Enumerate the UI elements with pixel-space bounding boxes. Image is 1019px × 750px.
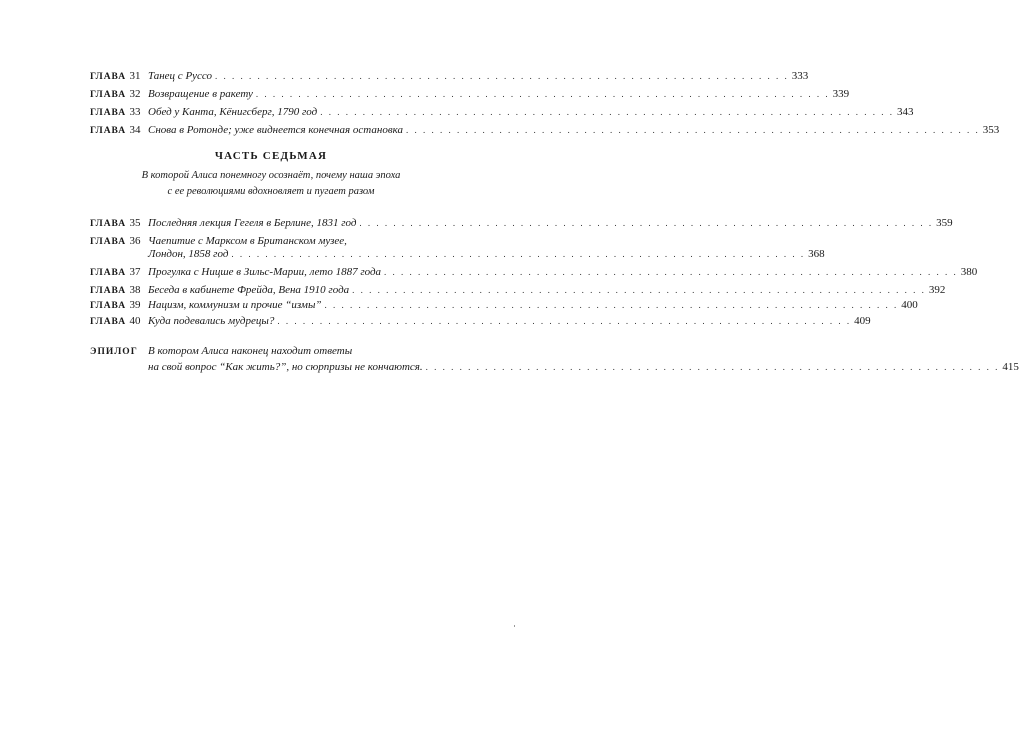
chapter-label: ГЛАВА 34: [90, 124, 141, 136]
dot-leader: . . . . . . . . . . . . . . . . . . . . . . . . . . . . . . . . . . . . . . . . . . . . . . . . . . . . . . . . . . . . . . . . . . . .: [384, 267, 958, 277]
chapter-label: ГЛАВА 36: [90, 235, 141, 247]
chapter-title: Возвращение в ракету: [148, 88, 253, 100]
chapter-label: ГЛАВА 39: [90, 299, 141, 311]
part-subtitle-line-2: с ее революциями вдохновляет и пугает разом: [167, 186, 375, 197]
chapter-label: ГЛАВА 38: [90, 284, 141, 296]
toc-entry-39: [90, 297, 918, 313]
part-title: ЧАСТЬ СЕДЬМАЯ: [214, 150, 328, 162]
toc-entry-35: [90, 215, 953, 231]
chapter-title: Последняя лекция Гегеля в Берлине, 1831 год: [148, 217, 357, 229]
page-number: 415: [1002, 361, 1019, 373]
toc-epilogue-continued: [90, 359, 1019, 375]
part-subtitle-line-1: В которой Алиса понемногу осознаёт, почему наша эпоха: [141, 170, 401, 181]
page-number: 400: [901, 299, 918, 311]
dot-leader: . . . . . . . . . . . . . . . . . . . . . . . . . . . . . . . . . . . . . . . . . . . . . . . . . . . . . . . . . . . . . . . . . . . .: [320, 107, 894, 117]
chapter-label: ГЛАВА 33: [90, 106, 141, 118]
page-number: 409: [854, 315, 871, 327]
chapter-label: ГЛАВА 37: [90, 266, 141, 278]
chapter-title: Беседа в кабинете Фрейда, Вена 1910 года: [148, 284, 350, 296]
dot-leader: . . . . . . . . . . . . . . . . . . . . . . . . . . . . . . . . . . . . . . . . . . . . . . . . . . . . . . . . . . . . . . . . . . . .: [231, 249, 806, 259]
page-number: 333: [791, 70, 809, 82]
epilogue-title: В котором Алиса наконец находит ответы: [148, 345, 353, 357]
dot-leader: . . . . . . . . . . . . . . . . . . . . . . . . . . . . . . . . . . . . . . . . . . . . . . . . . . . . . . . . . . . . . . . . . . . .: [352, 285, 926, 295]
toc-entry-31: [90, 68, 809, 84]
chapter-title: Обед у Канта, Кёнигсберг, 1790 год: [148, 106, 318, 118]
toc-epilogue: [90, 343, 452, 359]
dot-leader: . . . . . . . . . . . . . . . . . . . . . . . . . . . . . . . . . . . . . . . . . . . . . . . . . . . . . . . . . . . . . . . . . . . .: [405, 125, 980, 135]
page-number: 343: [896, 106, 914, 118]
toc-entry-38: [90, 282, 946, 298]
chapter-title: Танец с Руссо: [148, 70, 213, 82]
chapter-label: ГЛАВА 32: [90, 88, 141, 100]
chapter-title: Чаепитие с Марксом в Британском музее,: [148, 235, 347, 247]
chapter-title: Нацизм, коммунизм и прочие “измы”: [148, 299, 322, 311]
chapter-title-line-2: Лондон, 1858 год: [148, 248, 229, 260]
dot-leader: . . . . . . . . . . . . . . . . . . . . . . . . . . . . . . . . . . . . . . . . . . . . . . . . . . . . . . . . . . . . . . . . . . . .: [277, 316, 852, 326]
dot-leader: . . . . . . . . . . . . . . . . . . . . . . . . . . . . . . . . . . . . . . . . . . . . . . . . . . . . . . . . . . . . . . . . . . . .: [255, 89, 830, 99]
epilogue-title-line-2: на свой вопрос “Как жить?”, но сюрпризы не кончаются.: [148, 361, 423, 373]
dot-leader: . . . . . . . . . . . . . . . . . . . . . . . . . . . . . . . . . . . . . . . . . . . . . . . . . . . . . . . . . . . . . . . . . . . .: [425, 362, 1000, 372]
chapter-title: Снова в Ротонде; уже виднеется конечная остановка: [148, 124, 403, 136]
toc-entry-34: [90, 122, 1000, 138]
page-number: 380: [960, 266, 978, 278]
toc-entry-37: [90, 264, 978, 280]
chapter-label: ГЛАВА 31: [90, 70, 141, 82]
page-number: 359: [936, 217, 953, 229]
chapter-label: ГЛАВА 35: [90, 217, 141, 229]
page-number: 392: [928, 284, 946, 296]
chapter-label: ГЛАВА 40: [90, 315, 141, 327]
dot-leader: . . . . . . . . . . . . . . . . . . . . . . . . . . . . . . . . . . . . . . . . . . . . . . . . . . . . . . . . . . . . . . . . . . . .: [324, 300, 899, 310]
epilogue-label: ЭПИЛОГ: [90, 347, 138, 357]
dot-leader: . . . . . . . . . . . . . . . . . . . . . . . . . . . . . . . . . . . . . . . . . . . . . . . . . . . . . . . . . . . . . . . . . . . .: [215, 71, 789, 81]
scan-speck: [514, 625, 515, 627]
page-number: 339: [832, 88, 850, 100]
toc-entry-36-continued: [90, 246, 825, 262]
page-number: 368: [808, 248, 825, 260]
dot-leader: . . . . . . . . . . . . . . . . . . . . . . . . . . . . . . . . . . . . . . . . . . . . . . . . . . . . . . . . . . . . . . . . . . . .: [359, 218, 934, 228]
page-number: 353: [982, 124, 1000, 136]
toc-entry-40: [90, 313, 871, 329]
toc-entry-33: [90, 104, 914, 120]
toc-entry-32: [90, 86, 850, 102]
chapter-title: Куда подевались мудрецы?: [148, 315, 275, 327]
chapter-title: Прогулка с Ницше в Зильс-Марии, лето 1887 года: [148, 266, 382, 278]
